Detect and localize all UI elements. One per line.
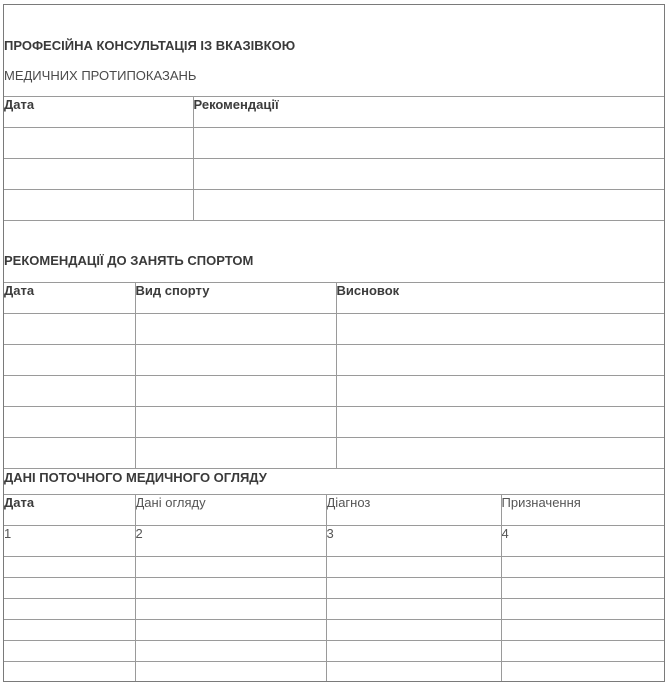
consultation-table	[4, 96, 665, 221]
col-header-exam-data: Дані огляду	[135, 495, 326, 526]
cell[interactable]	[135, 557, 326, 578]
cell[interactable]	[326, 620, 501, 641]
column-number-1: 1	[4, 526, 135, 557]
cell[interactable]	[4, 190, 193, 221]
table-row	[4, 599, 665, 620]
cell[interactable]	[193, 159, 665, 190]
sport-table	[4, 282, 665, 469]
section2-title: РЕКОМЕНДАЦІЇ ДО ЗАНЯТЬ СПОРТОМ	[4, 253, 254, 268]
cell[interactable]	[4, 599, 135, 620]
cell[interactable]	[135, 578, 326, 599]
table-row	[4, 641, 665, 662]
section1-title: ПРОФЕСІЙНА КОНСУЛЬТАЦІЯ ІЗ ВКАЗІВКОЮ	[4, 38, 296, 53]
cell[interactable]	[4, 159, 193, 190]
col-header-prescription: Призначення	[501, 495, 665, 526]
cell[interactable]	[326, 578, 501, 599]
cell[interactable]	[336, 376, 665, 407]
cell[interactable]	[135, 314, 336, 345]
table-row	[4, 190, 665, 221]
table-row	[4, 314, 665, 345]
cell[interactable]	[135, 662, 326, 683]
cell[interactable]	[501, 578, 665, 599]
cell[interactable]	[135, 620, 326, 641]
col-header-sport-type: Вид спорту	[135, 283, 336, 314]
cell[interactable]	[135, 345, 336, 376]
column-number-4: 4	[501, 526, 665, 557]
cell[interactable]	[336, 314, 665, 345]
column-number-2: 2	[135, 526, 326, 557]
cell[interactable]	[135, 407, 336, 438]
cell[interactable]	[135, 438, 336, 469]
cell[interactable]	[4, 314, 135, 345]
cell[interactable]	[4, 578, 135, 599]
cell[interactable]	[193, 190, 665, 221]
cell[interactable]	[336, 345, 665, 376]
table-row	[4, 578, 665, 599]
cell[interactable]	[336, 407, 665, 438]
cell[interactable]	[193, 128, 665, 159]
col-header-date: Дата	[4, 495, 135, 526]
cell[interactable]	[501, 641, 665, 662]
cell[interactable]	[326, 662, 501, 683]
table-row	[4, 557, 665, 578]
cell[interactable]	[4, 128, 193, 159]
cell[interactable]	[4, 557, 135, 578]
cell[interactable]	[135, 376, 336, 407]
table-row	[4, 662, 665, 683]
cell[interactable]	[501, 557, 665, 578]
table-row	[4, 620, 665, 641]
table-row	[4, 376, 665, 407]
cell[interactable]	[326, 557, 501, 578]
cell[interactable]	[4, 438, 135, 469]
cell[interactable]	[4, 376, 135, 407]
form-frame	[3, 4, 665, 682]
table-row	[4, 159, 665, 190]
col-header-date: Дата	[4, 97, 193, 128]
section3-title: ДАНІ ПОТОЧНОГО МЕДИЧНОГО ОГЛЯДУ	[4, 470, 267, 485]
cell[interactable]	[4, 662, 135, 683]
cell[interactable]	[501, 599, 665, 620]
cell[interactable]	[501, 662, 665, 683]
cell[interactable]	[4, 641, 135, 662]
exam-table	[4, 494, 665, 682]
cell[interactable]	[501, 620, 665, 641]
section1-subtitle: МЕДИЧНИХ ПРОТИПОКАЗАНЬ	[4, 68, 197, 83]
column-number-3: 3	[326, 526, 501, 557]
table-row	[4, 407, 665, 438]
cell[interactable]	[336, 438, 665, 469]
cell[interactable]	[4, 620, 135, 641]
table-row	[4, 345, 665, 376]
col-header-date: Дата	[4, 283, 135, 314]
cell[interactable]	[326, 641, 501, 662]
cell[interactable]	[135, 641, 326, 662]
col-header-diagnosis: Діагноз	[326, 495, 501, 526]
cell[interactable]	[135, 599, 326, 620]
table-row	[4, 128, 665, 159]
cell[interactable]	[4, 345, 135, 376]
col-header-conclusion: Висновок	[336, 283, 665, 314]
table-row-numbers	[4, 526, 665, 557]
cell[interactable]	[326, 599, 501, 620]
cell[interactable]	[4, 407, 135, 438]
table-row	[4, 438, 665, 469]
col-header-recommendations: Рекомендації	[193, 97, 665, 128]
